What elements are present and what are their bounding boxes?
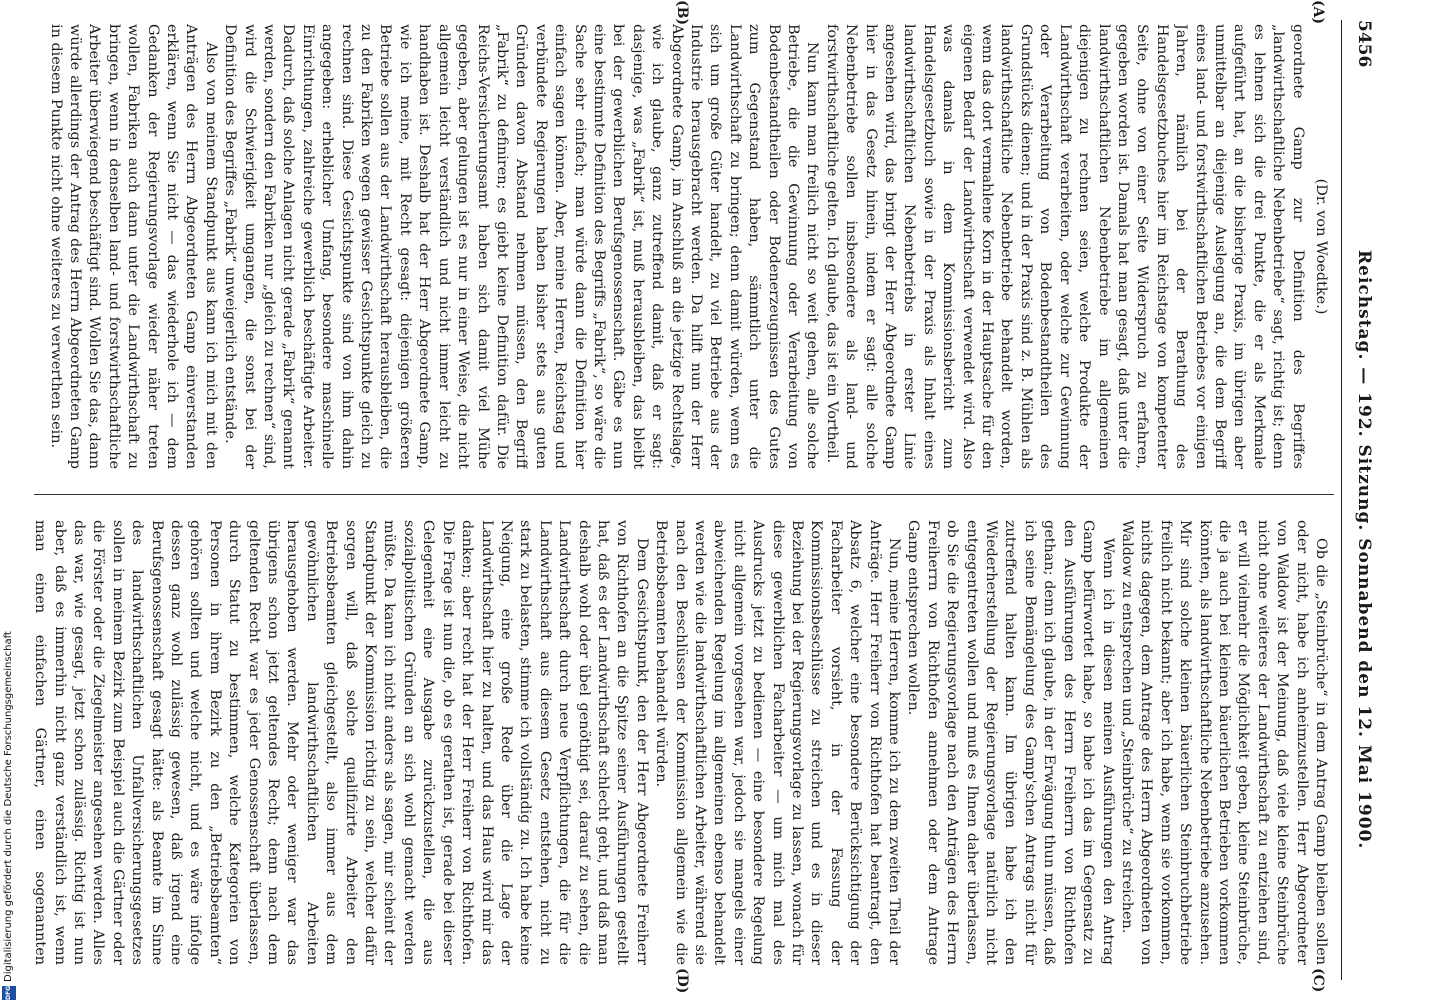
paragraph: Ob die „Steinbrüche“ in dem Antrag Gamp bleiben sollen oder nicht, habe ich anheimzustellen. Herr Abgeordneter von Waldow ist der Meinung, daß viele kleine Steinbrüche nicht ohne weiteres der Landwirthschaft zu entziehen sind, er will vielmehr die Möglichkeit geben, kleine Steinbrüche, die ja auch bei kleinen bäuerlichen Betrieben vorkommen könnten, als landwirthschaftliche Nebenbetriebe anzusehen. Mir sind solche kleinen bäuerlichen Steinbruchbetriebe freilich nicht bekannt; aber ich habe, wenn sie vorkommen, nichts dagegen, dem Antrage des Herrn Abgeordneten von Waldow zu entsprechen und „Steinbrüche“ zu streichen. — [1118, 520, 1329, 965]
paragraph: Dem Gesichtspunkt, den der Herr Abgeordnete Freiherr von Richthofen an die Spitze seiner Ausführungen gestellt hat, daß es der Landwirthschaft schlecht geht, und daß man deshalb wohl oder übel genöthigt sei, darauf zu sehen, die Landwirthschaft durch neue Verpflichtungen, die für die Landwirthschaft aus diesem Gesetz entstehen, nicht zu stark zu belasten, stimme ich vollständig zu. Ich habe keine Neigung, eine große Rede über die Lage der Landwirthschaft hier zu halten, und das Haus wird mir das danken; aber recht hat der Herr Freiherr von Richthofen. Die Frage ist nun die, ob es gerathen ist, gerade bei dieser Gelegenheit eine Ausgabe zurückzustellen, die aus sozialpolitischen Gründen an sich wohl gemacht werden müßte. Da kann ich nicht anders als sagen, mir scheint der Standpunkt der Kommission richtig zu sein, welcher dafür sorgen will, daß solche qualifizirte Arbeiter den Betriebsbeamten gleichgestellt, also immer aus dem gewöhnlichen landwirthschaftlichen Arbeiten herausgehoben werden. Mehr oder weniger war das übrigens schon jetzt geltendes Recht; denn nach dem geltenden Recht war es jeder Genossenschaft überlassen, durch Statut zu bestimmen, welche Kategorien von Personen in ihrem Bezirk zu den „Betriebsbeamten“ gehören sollten und welche nicht, und es wäre infolge dessen ganz wohl zulässig gewesen, daß irgend eine Berufsgenossenschaft gesagt hätte: als Beamte im Sinne des landwirthschaftlichen Unfallversicherungsgesetzes sollen in meinem Bezirk zum Beispiel auch die Gärtner oder die Förster oder die Ziegelmeister angesehen werden. Alles das war, wie gesagt, jetzt schon zulässig. Richtig ist nun aber, daß es immerhin nicht ganz verständlich ist, wenn man einen einfachen Gärtner, einen sogenannten — [32, 520, 650, 965]
funding-footer — [0, 0, 24, 1000]
paragraph: Wenn ich in diesen meinen Ausführungen den Antrag Gamp befürwortet habe, so habe ich das im Gegensatz zu den Ausführungen des Herrn Freiherrn von Richthofen gethan; denn ich glaube, in der Erwägung thun müssen, daß ich seine Bemängelung des Gamp'schen Antrags nicht für zutreffend halten kann. Im übrigen habe ich den Wiederherstellung der Regierungsvorlage natürlich nicht entgegentreten wollen und muß es Ihnen daher überlassen, ob Sie die Regierungsvorlage nach den Anträgen des Herrn Freiherrn von Richthofen annehmen oder dem Antrage Gamp entsprechen wollen. — [905, 520, 1116, 965]
page-number: 5456 — [1354, 20, 1374, 68]
page-header — [1344, 20, 1374, 980]
header-rule — [1341, 20, 1342, 980]
column-rule — [34, 494, 1334, 495]
margin-marker-a: (A) — [1310, 0, 1326, 25]
margin-marker-c: (C) — [1310, 968, 1326, 993]
text-column-right — [30, 520, 1330, 965]
speaker-name: (Dr. von Woedtke.) — [1313, 178, 1329, 315]
paragraph: Nun, meine Herren, komme ich zu dem zweiten Theil der Anträge. Herr Freiherr von Richthofen hat beantragt, den Absatz 6, welcher eine besondere Berücksichtigung der Facharbeiter vorsieht, in der Fassung der Kommissionsbeschlüsse zu streichen und es in dieser Beziehung bei der Regierungsvorlage zu lassen, wonach für diese gewerblichen Facharbeiter — um mich mal des Ausdrucks jetzt zu bedienen — eine besondere Regelung nicht allgemein vorgesehen war, jedoch sie mangels einer abweichenden Regelung im allgemeinen ebenso behandelt werden wie die landwirthschaftlichen Arbeiter, während sie nach den Beschlüssen der Kommission allgemein wie die Betriebsbeamten behandelt würden. — [653, 520, 903, 965]
margin-marker-d: (D) — [674, 968, 690, 994]
paragraph: Nun kann man freilich nicht so weit gehen, alle solche Betriebe, die die Gewinnung oder Verarbeitung von Bodenbestandtheilen oder Bodenerzeugnissen des Gutes zum Gegenstand haben, sämmtlich unter die Landwirthschaft zu bringen; denn damit würden, wenn es sich um große Güter handelt, zu viel Betriebe aus der Industrie herausgebracht werden. Da hilft nun der Herr Abgeordnete Gamp, im Anschluß an die jetzige Rechtslage, wie ich glaube, ganz zutreffend damit, daß er sagt: dasjenige, was „Fabrik“ ist, muß herausbleiben, das bleibt bei der gewerblichen Berufsgenossenschaft. Gäbe es nun eine bestimmte Definition des Begriffs „Fabrik“, so wäre die Sache sehr einfach; man würde dann die Definition hier einfach sagen können. Aber, meine Herren, Reichstag und verbündete Regierungen haben bisher stets aus guten Gründen davon Abstand nehmen müssen, den Begriff „Fabrik“ zu definiren; es giebt keine Definition dafür. Die Reichs-Versicherungsamt haben sich damit viel Mühe gegeben, aber gelungen ist es nur in einer Weise, die nicht allgemein leicht verständlich und nicht immer leicht zu handhaben ist. Deshalb hat der Herr Abgeordnete Gamp, wie ich meine, mit Recht gesagt: diejenigen größeren Betriebe sollen aus der Landwirthschaft herausbleiben, die zu den Fabriken wegen gewisser Gesichtspunkte gleich zu rechnen sind. Diese Gesichtspunkte sind von ihm dahin angegeben: erheblicher Umfang, besondere maschinelle Einrichtungen, zahlreiche gewerblich beschäftigte Arbeiter. Dadurch, daß solche Anlagen nicht gerade „Fabrik“ genannt werden, sondern den Fabriken nur „gleich zu rechnen“ sind, wird die Schwierigkeit umgangen, die sonst bei der Definition des Begriffes „Fabrik“ unweigerlich entstände. — [222, 24, 821, 469]
page-title: Reichstag. — 192. Sitzung. Sonnabend den 12. Mai 1900. — [1354, 250, 1374, 850]
margin-marker-b: (B) — [674, 0, 690, 26]
text-column-left — [30, 24, 1330, 469]
funding-note: Digitalisierung gefördert durch die Deutsche Forschungsgemeinschaft — [3, 631, 14, 982]
paragraph: Also von meinem Standpunkt aus kann ich mich mit den Anträgen des Herrn Abgeordneten Gamp einverstanden erklären, wenn Sie nicht — das wiederhole ich — dem Gedanken der Regierungsvorlage wieder näher treten wollen, Fabriken auch dann unter die Landwirthschaft zu bringen, wenn in denselben land- und forstwirthschaftliche Arbeiter überwiegend beschäftigt sind. Wollen Sie das, dann würde allerdings der Antrag des Herrn Abgeordneten Gamp in diesem Punkte nicht ohne weiteres zu verwerthen sein. — [47, 24, 219, 469]
paragraph: geordnete Gamp zur Definition des Begriffes „landwirthschaftliche Nebenbetriebe“ sagt, richtig ist; denn es lehnen sich die drei Punkte, die er als Merkmale aufgeführt hat, an die bisherige Praxis, im übrigen aber unmittelbar an diejenige Auslegung an, die dem Begriff eines land- und forstwirthschaftlichen Betriebes vor einigen Jahren, nämlich bei der Berathung des Handelsgesetzbuches hier im Reichstage von kompetenter Seite, ohne von einer Seite Widerspruch zu erfahren, gegeben worden ist. Damals hat man gesagt, daß unter die landwirthschaftlichen Nebenbetriebe im allgemeinen diejenigen zu rechnen seien, welche Produkte der Landwirthschaft verarbeiten, oder welche zur Gewinnung oder Verarbeitung von Bodenbestandtheilen des Grundstücks dienen; und in der Praxis sind z. B. Mühlen als landwirthschaftliche Nebenbetriebe behandelt worden, wenn das dort vermahlene Korn in der Hauptsache für den eigenen Bedarf der Landwirthschaft verwendet wird. Also was damals in dem Kommissionsbericht zum Handelsgesetzbuch sowie in der Praxis als Inhalt eines landwirthschaftlichen Nebenbetriebs in erster Linie angesehen wird, das bringt der Herr Abgeordnete Gamp hier in das Gesetz hinein, indem er sagt: alle solche Nebenbetriebe sollen insbesondere als land- und forstwirthschaftliche gelten. Ich glaube, das ist ein Vortheil. — [823, 24, 1306, 469]
dfg-logo: DFG — [2, 986, 16, 1000]
